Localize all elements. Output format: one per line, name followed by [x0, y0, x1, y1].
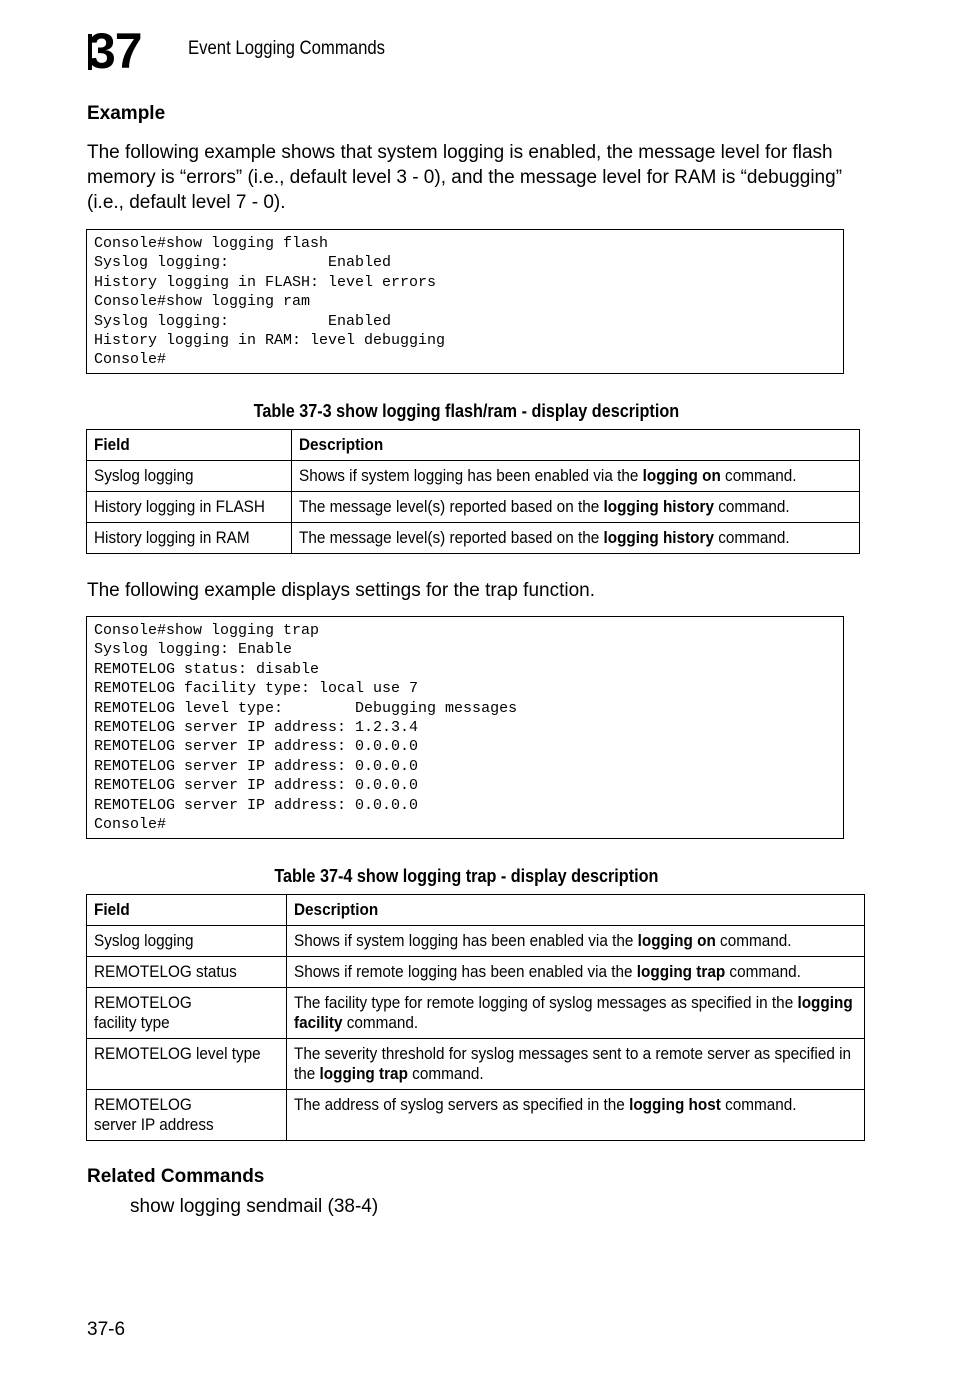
- table-row: [87, 461, 860, 492]
- example-heading: Example: [87, 103, 166, 124]
- chapter-number: 37: [88, 23, 142, 79]
- code-line: Console#show logging ram: [94, 293, 311, 311]
- table-header-row: [87, 430, 860, 461]
- field-cell: REMOTELOG server IP address: [87, 1090, 287, 1141]
- example-intro: The following example shows that system logging is enabled, the message level for flash memory is “errors” (i.e., default level 3 - 0), and the message level for RAM is “debugging” (i.e., default level 7 - 0).: [87, 142, 843, 213]
- code-line: Console#: [94, 815, 167, 833]
- code-block-flash-ram: [86, 229, 844, 374]
- table-row: [87, 988, 865, 1039]
- code-line: REMOTELOG facility type: local use 7: [94, 680, 419, 698]
- description-cell: The message level(s) reported based on the logging history command.: [291, 492, 859, 523]
- table-row: [87, 1039, 865, 1090]
- chapter-title: Event Logging Commands: [188, 38, 386, 59]
- description-cell: The message level(s) reported based on the logging history command.: [291, 523, 859, 554]
- table-header-row: [87, 895, 865, 926]
- table-row: [87, 523, 860, 554]
- display-description-table-flash-ram: [86, 429, 860, 554]
- code-line: Console#show logging flash: [94, 235, 329, 252]
- field-cell: REMOTELOG facility type: [87, 988, 287, 1039]
- table-row: [87, 957, 865, 988]
- description-cell: Shows if system logging has been enabled via the logging on command.: [291, 461, 859, 492]
- header-cell: Description: [291, 430, 859, 461]
- code-line: Console#: [94, 351, 167, 369]
- code-line: REMOTELOG server IP address: 1.2.3.4: [94, 718, 419, 736]
- header-cell: Field: [87, 430, 292, 461]
- trap-intro: The following example displays settings for the trap function.: [87, 580, 595, 601]
- description-cell: The address of syslog servers as specified in the logging host command.: [287, 1090, 865, 1141]
- table-caption: Table 37-3 show logging flash/ram - display description: [253, 401, 679, 421]
- code-line: Syslog logging: Enabled: [94, 312, 392, 330]
- table-row: [87, 492, 860, 523]
- description-cell: The facility type for remote logging of syslog messages as specified in the logging facility command.: [287, 988, 865, 1039]
- field-cell: History logging in RAM: [87, 523, 292, 554]
- code-line: Syslog logging: Enable: [94, 641, 293, 659]
- field-cell: Syslog logging: [87, 461, 292, 492]
- code-line: History logging in RAM: level debugging: [94, 331, 446, 349]
- page-number: 37-6: [87, 1319, 126, 1340]
- code-line: REMOTELOG server IP address: 0.0.0.0: [94, 738, 419, 756]
- table-caption: Table 37-4 show logging trap - display description: [273, 866, 659, 886]
- code-line: REMOTELOG server IP address: 0.0.0.0: [94, 777, 419, 795]
- code-line: Syslog logging: Enabled: [94, 254, 392, 272]
- code-line: REMOTELOG status: disable: [94, 660, 320, 678]
- display-description-table-trap: [86, 894, 865, 1141]
- related-commands-heading: Related Commands: [87, 1166, 265, 1187]
- code-line: Console#show logging trap: [94, 622, 320, 639]
- field-cell: History logging in FLASH: [87, 492, 292, 523]
- description-cell: Shows if remote logging has been enabled via the logging trap command.: [287, 957, 865, 988]
- field-cell: REMOTELOG level type: [87, 1039, 287, 1090]
- code-line: REMOTELOG server IP address: 0.0.0.0: [94, 757, 419, 775]
- code-line: REMOTELOG server IP address: 0.0.0.0: [94, 796, 419, 814]
- header-cell: Field: [87, 895, 287, 926]
- description-cell: The severity threshold for syslog messages sent to a remote server as specified in the logging trap command.: [287, 1039, 865, 1090]
- table-row: [87, 1090, 865, 1141]
- description-cell: Shows if system logging has been enabled via the logging on command.: [287, 926, 865, 957]
- code-line: History logging in FLASH: level errors: [94, 273, 437, 291]
- header-cell: Description: [287, 895, 865, 926]
- related-command-link[interactable]: show logging sendmail (38-4): [130, 1196, 379, 1217]
- code-block-trap: [86, 616, 844, 839]
- table-row: [87, 926, 865, 957]
- field-cell: REMOTELOG status: [87, 957, 287, 988]
- code-line: REMOTELOG level type: Debugging messages: [94, 699, 518, 717]
- field-cell: Syslog logging: [87, 926, 287, 957]
